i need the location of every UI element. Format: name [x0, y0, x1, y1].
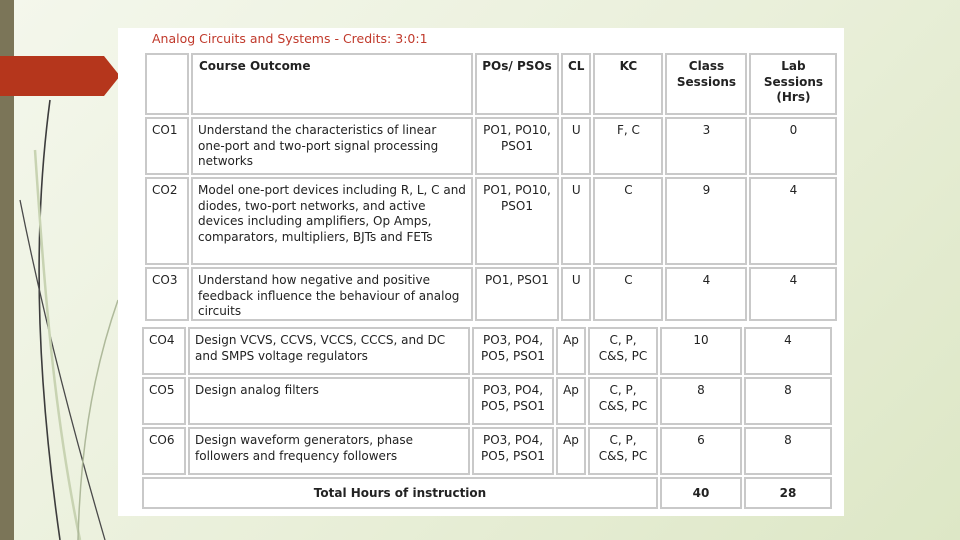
co-lab-sessions: 8 [744, 427, 832, 475]
co-outcome: Understand how negative and positive feedback influence the behaviour of analog circuits [198, 273, 460, 317]
co-cl: U [561, 117, 591, 175]
title-flag-shape [0, 56, 120, 96]
co-kc: C, P, C&S, PC [588, 427, 658, 475]
co-lab-sessions: 4 [744, 327, 832, 375]
header-pos-psos: POs/ PSOs [475, 53, 559, 115]
co-outcome: Design waveform generators, phase followers and frequency followers [188, 427, 470, 475]
co-pos: PO3, PO4, PO5, PSO1 [472, 427, 554, 475]
co-id: CO3 [145, 267, 189, 321]
co-pos: PO1, PSO1 [475, 267, 559, 321]
co-class-sessions: 3 [665, 117, 747, 175]
header-cell-blank [145, 53, 189, 115]
co-outcome: Design VCVS, CCVS, VCCS, CCCS, and DC and SMPS voltage regulators [188, 327, 470, 375]
co-outcome-cell [191, 267, 473, 321]
table-row [145, 177, 837, 265]
header-lab-sessions: Lab Sessions (Hrs) [749, 53, 837, 115]
document-title: Analog Circuits and Systems - Credits: 3:0:1 [152, 31, 428, 46]
co-lab-sessions: 0 [749, 117, 837, 175]
co-id: CO4 [142, 327, 186, 375]
co-cl: Ap [556, 427, 586, 475]
table-header-row [145, 53, 837, 115]
co-cl: Ap [556, 377, 586, 425]
table-row [142, 427, 832, 475]
co-id: CO6 [142, 427, 186, 475]
co-pos: PO1, PO10, PSO1 [475, 177, 559, 265]
co-id: CO5 [142, 377, 186, 425]
header-cl: CL [561, 53, 591, 115]
course-document [118, 28, 844, 516]
co-lab-sessions: 4 [749, 177, 837, 265]
table-row [142, 327, 832, 375]
co-outcome: Design analog filters [188, 377, 470, 425]
co-outcome: Model one-port devices including R, L, C and diodes, two-port networks, and active devices including amplifiers, Op Amps, comparators, multipliers, BJTs and FETs [191, 177, 473, 265]
co-cl: U [561, 177, 591, 265]
header-class-sessions: Class Sessions [665, 53, 747, 115]
co-kc: C, P, C&S, PC [588, 377, 658, 425]
table-row [145, 117, 837, 175]
header-course-outcome: Course Outcome [191, 53, 473, 115]
total-label: Total Hours of instruction [142, 477, 658, 509]
total-class-sessions: 40 [660, 477, 742, 509]
co-pos: PO1, PO10, PSO1 [475, 117, 559, 175]
co-pos: PO3, PO4, PO5, PSO1 [472, 327, 554, 375]
header-kc: KC [593, 53, 663, 115]
co-kc: C [593, 177, 663, 265]
course-outcome-table-part1 [143, 51, 839, 323]
co-cl: U [561, 267, 591, 321]
co-class-sessions: 4 [665, 267, 747, 321]
co-id: CO1 [145, 117, 189, 175]
co-kc: C, P, C&S, PC [588, 327, 658, 375]
table-row [145, 267, 837, 321]
co-lab-sessions: 8 [744, 377, 832, 425]
co-lab-sessions: 4 [749, 267, 837, 321]
co-class-sessions: 10 [660, 327, 742, 375]
co-kc: F, C [593, 117, 663, 175]
co-class-sessions: 8 [660, 377, 742, 425]
table-row [142, 377, 832, 425]
co-outcome: Understand the characteristics of linear one-port and two-port signal processing networks [191, 117, 473, 175]
total-lab-sessions: 28 [744, 477, 832, 509]
co-class-sessions: 9 [665, 177, 747, 265]
co-cl: Ap [556, 327, 586, 375]
co-class-sessions: 6 [660, 427, 742, 475]
course-outcome-table-part2 [140, 325, 834, 511]
co-id: CO2 [145, 177, 189, 265]
co-pos: PO3, PO4, PO5, PSO1 [472, 377, 554, 425]
co-kc: C [593, 267, 663, 321]
total-row [142, 477, 832, 509]
